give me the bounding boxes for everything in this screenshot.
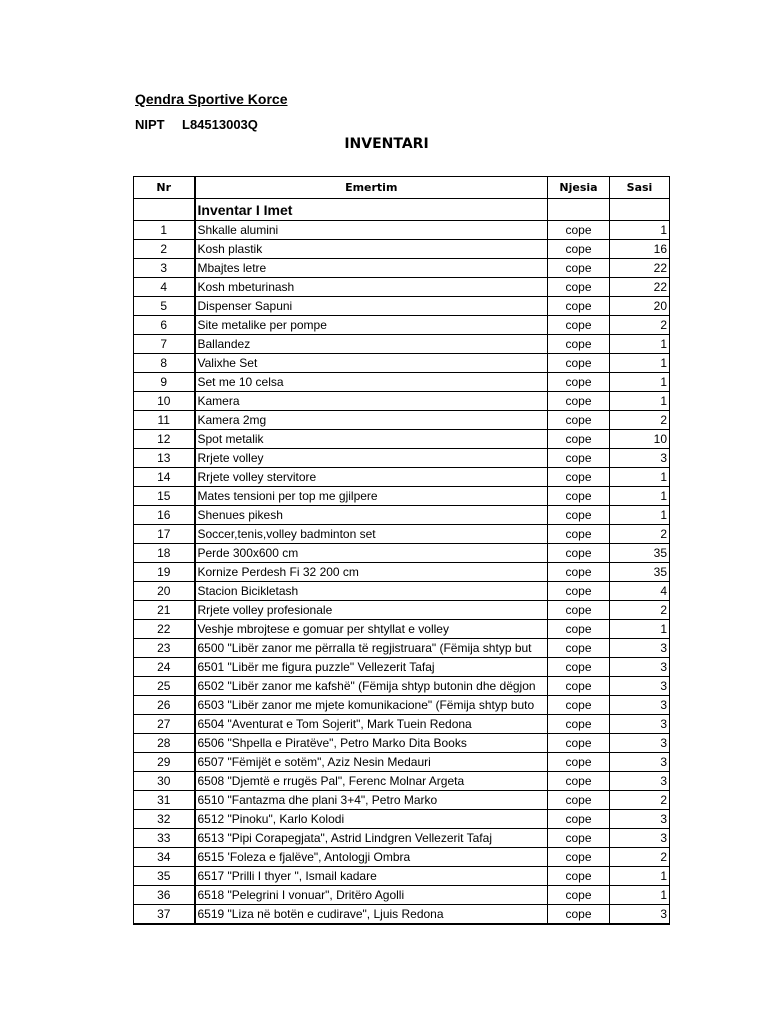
row-qty: 2 bbox=[610, 848, 670, 867]
row-unit: cope bbox=[548, 297, 610, 316]
row-name: 6515 'Foleza e fjalëve", Antologji Ombra bbox=[195, 848, 548, 867]
section-row bbox=[134, 199, 670, 221]
row-unit: cope bbox=[548, 886, 610, 905]
row-unit: cope bbox=[548, 468, 610, 487]
row-unit: cope bbox=[548, 639, 610, 658]
row-name: Shkalle alumini bbox=[195, 221, 548, 240]
row-unit: cope bbox=[548, 601, 610, 620]
table-row bbox=[134, 696, 670, 715]
row-nr: 8 bbox=[134, 354, 195, 373]
tax-id bbox=[135, 117, 258, 132]
row-qty: 1 bbox=[610, 468, 670, 487]
row-nr: 7 bbox=[134, 335, 195, 354]
table-row bbox=[134, 867, 670, 886]
row-nr: 34 bbox=[134, 848, 195, 867]
row-unit: cope bbox=[548, 582, 610, 601]
row-nr: 3 bbox=[134, 259, 195, 278]
table-row bbox=[134, 487, 670, 506]
row-nr: 36 bbox=[134, 886, 195, 905]
row-name: Ballandez bbox=[195, 335, 548, 354]
row-nr: 13 bbox=[134, 449, 195, 468]
row-unit: cope bbox=[548, 753, 610, 772]
row-name: Veshje mbrojtese e gomuar per shtyllat e volley bbox=[195, 620, 548, 639]
tax-id-label: NIPT bbox=[135, 117, 165, 132]
row-qty: 1 bbox=[610, 335, 670, 354]
table-row bbox=[134, 392, 670, 411]
row-nr: 14 bbox=[134, 468, 195, 487]
row-unit: cope bbox=[548, 430, 610, 449]
table-row bbox=[134, 601, 670, 620]
row-qty: 2 bbox=[610, 525, 670, 544]
table-row bbox=[134, 373, 670, 392]
row-nr: 28 bbox=[134, 734, 195, 753]
row-unit: cope bbox=[548, 658, 610, 677]
table-row bbox=[134, 278, 670, 297]
row-name: 6517 "Prilli I thyer ", Ismail kadare bbox=[195, 867, 548, 886]
row-unit: cope bbox=[548, 829, 610, 848]
row-nr: 5 bbox=[134, 297, 195, 316]
row-unit: cope bbox=[548, 411, 610, 430]
row-name: Kosh mbeturinash bbox=[195, 278, 548, 297]
row-qty: 1 bbox=[610, 886, 670, 905]
row-unit: cope bbox=[548, 354, 610, 373]
section-unit-cell bbox=[548, 199, 610, 221]
row-name: 6513 "Pipi Corapegjata", Astrid Lindgren Vellezerit Tafaj bbox=[195, 829, 548, 848]
table-row bbox=[134, 829, 670, 848]
row-unit: cope bbox=[548, 506, 610, 525]
row-name: Kamera 2mg bbox=[195, 411, 548, 430]
row-name: Rrjete volley profesionale bbox=[195, 601, 548, 620]
table-row bbox=[134, 753, 670, 772]
table-row bbox=[134, 848, 670, 867]
table-row bbox=[134, 658, 670, 677]
row-name: 6506 "Shpella e Piratëve", Petro Marko Dita Books bbox=[195, 734, 548, 753]
row-qty: 3 bbox=[610, 677, 670, 696]
table-row bbox=[134, 563, 670, 582]
inventory-table bbox=[133, 176, 670, 925]
row-unit: cope bbox=[548, 848, 610, 867]
section-title: Inventar I Imet bbox=[195, 199, 548, 221]
row-qty: 16 bbox=[610, 240, 670, 259]
row-name: Dispenser Sapuni bbox=[195, 297, 548, 316]
row-nr: 27 bbox=[134, 715, 195, 734]
row-nr: 16 bbox=[134, 506, 195, 525]
row-nr: 25 bbox=[134, 677, 195, 696]
row-name: Rrjete volley bbox=[195, 449, 548, 468]
row-nr: 15 bbox=[134, 487, 195, 506]
row-qty: 1 bbox=[610, 392, 670, 411]
table-row bbox=[134, 430, 670, 449]
row-nr: 29 bbox=[134, 753, 195, 772]
table-row bbox=[134, 544, 670, 563]
row-unit: cope bbox=[548, 278, 610, 297]
row-nr: 26 bbox=[134, 696, 195, 715]
row-qty: 3 bbox=[610, 810, 670, 829]
row-name: 6503 "Libër zanor me mjete komunikacione" (Fëmija shtyp buto bbox=[195, 696, 548, 715]
row-nr: 23 bbox=[134, 639, 195, 658]
row-nr: 37 bbox=[134, 905, 195, 925]
row-name: 6507 "Fëmijët e sotëm", Aziz Nesin Medauri bbox=[195, 753, 548, 772]
row-nr: 12 bbox=[134, 430, 195, 449]
row-unit: cope bbox=[548, 335, 610, 354]
table-row bbox=[134, 715, 670, 734]
table-row bbox=[134, 468, 670, 487]
row-name: 6512 "Pinoku", Karlo Kolodi bbox=[195, 810, 548, 829]
row-name: Kosh plastik bbox=[195, 240, 548, 259]
row-name: 6500 "Libër zanor me përralla të regjistruara" (Fëmija shtyp but bbox=[195, 639, 548, 658]
row-unit: cope bbox=[548, 734, 610, 753]
table-row bbox=[134, 411, 670, 430]
row-qty: 2 bbox=[610, 316, 670, 335]
row-name: Site metalike per pompe bbox=[195, 316, 548, 335]
section-nr-cell bbox=[134, 199, 195, 221]
row-name: 6502 "Libër zanor me kafshë" (Fëmija shtyp butonin dhe dëgjon bbox=[195, 677, 548, 696]
row-nr: 31 bbox=[134, 791, 195, 810]
row-qty: 3 bbox=[610, 905, 670, 925]
table-row bbox=[134, 791, 670, 810]
row-nr: 21 bbox=[134, 601, 195, 620]
row-nr: 33 bbox=[134, 829, 195, 848]
row-unit: cope bbox=[548, 715, 610, 734]
row-nr: 24 bbox=[134, 658, 195, 677]
row-unit: cope bbox=[548, 392, 610, 411]
organization-name: Qendra Sportive Korce bbox=[135, 91, 288, 107]
row-nr: 35 bbox=[134, 867, 195, 886]
table-row bbox=[134, 639, 670, 658]
row-unit: cope bbox=[548, 240, 610, 259]
row-nr: 22 bbox=[134, 620, 195, 639]
row-unit: cope bbox=[548, 696, 610, 715]
row-nr: 9 bbox=[134, 373, 195, 392]
row-unit: cope bbox=[548, 677, 610, 696]
row-unit: cope bbox=[548, 221, 610, 240]
table-row bbox=[134, 525, 670, 544]
row-unit: cope bbox=[548, 525, 610, 544]
row-qty: 3 bbox=[610, 658, 670, 677]
row-qty: 1 bbox=[610, 373, 670, 392]
table-row bbox=[134, 734, 670, 753]
row-nr: 30 bbox=[134, 772, 195, 791]
row-unit: cope bbox=[548, 316, 610, 335]
table-row bbox=[134, 335, 670, 354]
row-unit: cope bbox=[548, 772, 610, 791]
row-qty: 1 bbox=[610, 867, 670, 886]
header-nr: Nr bbox=[134, 177, 195, 199]
tax-id-value: L84513003Q bbox=[182, 117, 258, 132]
row-qty: 1 bbox=[610, 221, 670, 240]
row-unit: cope bbox=[548, 867, 610, 886]
row-unit: cope bbox=[548, 487, 610, 506]
row-qty: 1 bbox=[610, 506, 670, 525]
row-unit: cope bbox=[548, 905, 610, 925]
table-row bbox=[134, 810, 670, 829]
table-row bbox=[134, 449, 670, 468]
row-name: 6510 "Fantazma dhe plani 3+4", Petro Marko bbox=[195, 791, 548, 810]
row-name: 6508 "Djemtë e rrugës Pal", Ferenc Molnar Argeta bbox=[195, 772, 548, 791]
row-nr: 19 bbox=[134, 563, 195, 582]
row-unit: cope bbox=[548, 259, 610, 278]
row-name: 6504 "Aventurat e Tom Sojerit", Mark Tuein Redona bbox=[195, 715, 548, 734]
row-nr: 11 bbox=[134, 411, 195, 430]
row-qty: 3 bbox=[610, 829, 670, 848]
row-name: Shenues pikesh bbox=[195, 506, 548, 525]
row-unit: cope bbox=[548, 563, 610, 582]
row-unit: cope bbox=[548, 810, 610, 829]
table-row bbox=[134, 506, 670, 525]
row-qty: 35 bbox=[610, 563, 670, 582]
row-qty: 3 bbox=[610, 734, 670, 753]
row-nr: 20 bbox=[134, 582, 195, 601]
table-row bbox=[134, 905, 670, 925]
row-unit: cope bbox=[548, 373, 610, 392]
row-qty: 3 bbox=[610, 449, 670, 468]
row-qty: 22 bbox=[610, 278, 670, 297]
row-qty: 3 bbox=[610, 753, 670, 772]
row-nr: 4 bbox=[134, 278, 195, 297]
header-name: Emertim bbox=[195, 177, 548, 199]
row-nr: 17 bbox=[134, 525, 195, 544]
table-row bbox=[134, 354, 670, 373]
row-nr: 2 bbox=[134, 240, 195, 259]
row-name: Rrjete volley stervitore bbox=[195, 468, 548, 487]
table-row bbox=[134, 886, 670, 905]
table-row bbox=[134, 259, 670, 278]
table-row bbox=[134, 582, 670, 601]
section-qty-cell bbox=[610, 199, 670, 221]
row-name: Valixhe Set bbox=[195, 354, 548, 373]
table-row bbox=[134, 620, 670, 639]
row-nr: 10 bbox=[134, 392, 195, 411]
row-qty: 22 bbox=[610, 259, 670, 278]
row-qty: 1 bbox=[610, 354, 670, 373]
row-qty: 2 bbox=[610, 601, 670, 620]
row-name: Stacion Bicikletash bbox=[195, 582, 548, 601]
row-qty: 10 bbox=[610, 430, 670, 449]
row-qty: 4 bbox=[610, 582, 670, 601]
row-name: Set me 10 celsa bbox=[195, 373, 548, 392]
table-row bbox=[134, 297, 670, 316]
table-row bbox=[134, 677, 670, 696]
row-name: Mbajtes letre bbox=[195, 259, 548, 278]
row-unit: cope bbox=[548, 544, 610, 563]
table-row bbox=[134, 316, 670, 335]
row-nr: 6 bbox=[134, 316, 195, 335]
row-name: 6518 "Pelegrini I vonuar", Dritëro Agolli bbox=[195, 886, 548, 905]
row-qty: 1 bbox=[610, 487, 670, 506]
row-name: Kamera bbox=[195, 392, 548, 411]
table-row bbox=[134, 772, 670, 791]
row-nr: 32 bbox=[134, 810, 195, 829]
row-unit: cope bbox=[548, 620, 610, 639]
row-name: Perde 300x600 cm bbox=[195, 544, 548, 563]
table-header-row bbox=[134, 177, 670, 199]
row-nr: 1 bbox=[134, 221, 195, 240]
row-nr: 18 bbox=[134, 544, 195, 563]
row-qty: 3 bbox=[610, 772, 670, 791]
row-qty: 3 bbox=[610, 715, 670, 734]
row-name: 6501 "Libër me figura puzzle" Vellezerit Tafaj bbox=[195, 658, 548, 677]
row-qty: 35 bbox=[610, 544, 670, 563]
table-row bbox=[134, 240, 670, 259]
row-name: 6519 "Liza në botën e cudirave", Ljuis Redona bbox=[195, 905, 548, 925]
row-name: Kornize Perdesh Fi 32 200 cm bbox=[195, 563, 548, 582]
header-unit: Njesia bbox=[548, 177, 610, 199]
row-qty: 2 bbox=[610, 791, 670, 810]
row-name: Spot metalik bbox=[195, 430, 548, 449]
row-qty: 3 bbox=[610, 696, 670, 715]
row-qty: 1 bbox=[610, 620, 670, 639]
row-name: Mates tensioni per top me gjilpere bbox=[195, 487, 548, 506]
document-title: INVENTARI bbox=[344, 136, 429, 152]
row-qty: 3 bbox=[610, 639, 670, 658]
row-unit: cope bbox=[548, 449, 610, 468]
row-unit: cope bbox=[548, 791, 610, 810]
header-qty: Sasi bbox=[610, 177, 670, 199]
row-qty: 20 bbox=[610, 297, 670, 316]
row-qty: 2 bbox=[610, 411, 670, 430]
table-row bbox=[134, 221, 670, 240]
row-name: Soccer,tenis,volley badminton set bbox=[195, 525, 548, 544]
